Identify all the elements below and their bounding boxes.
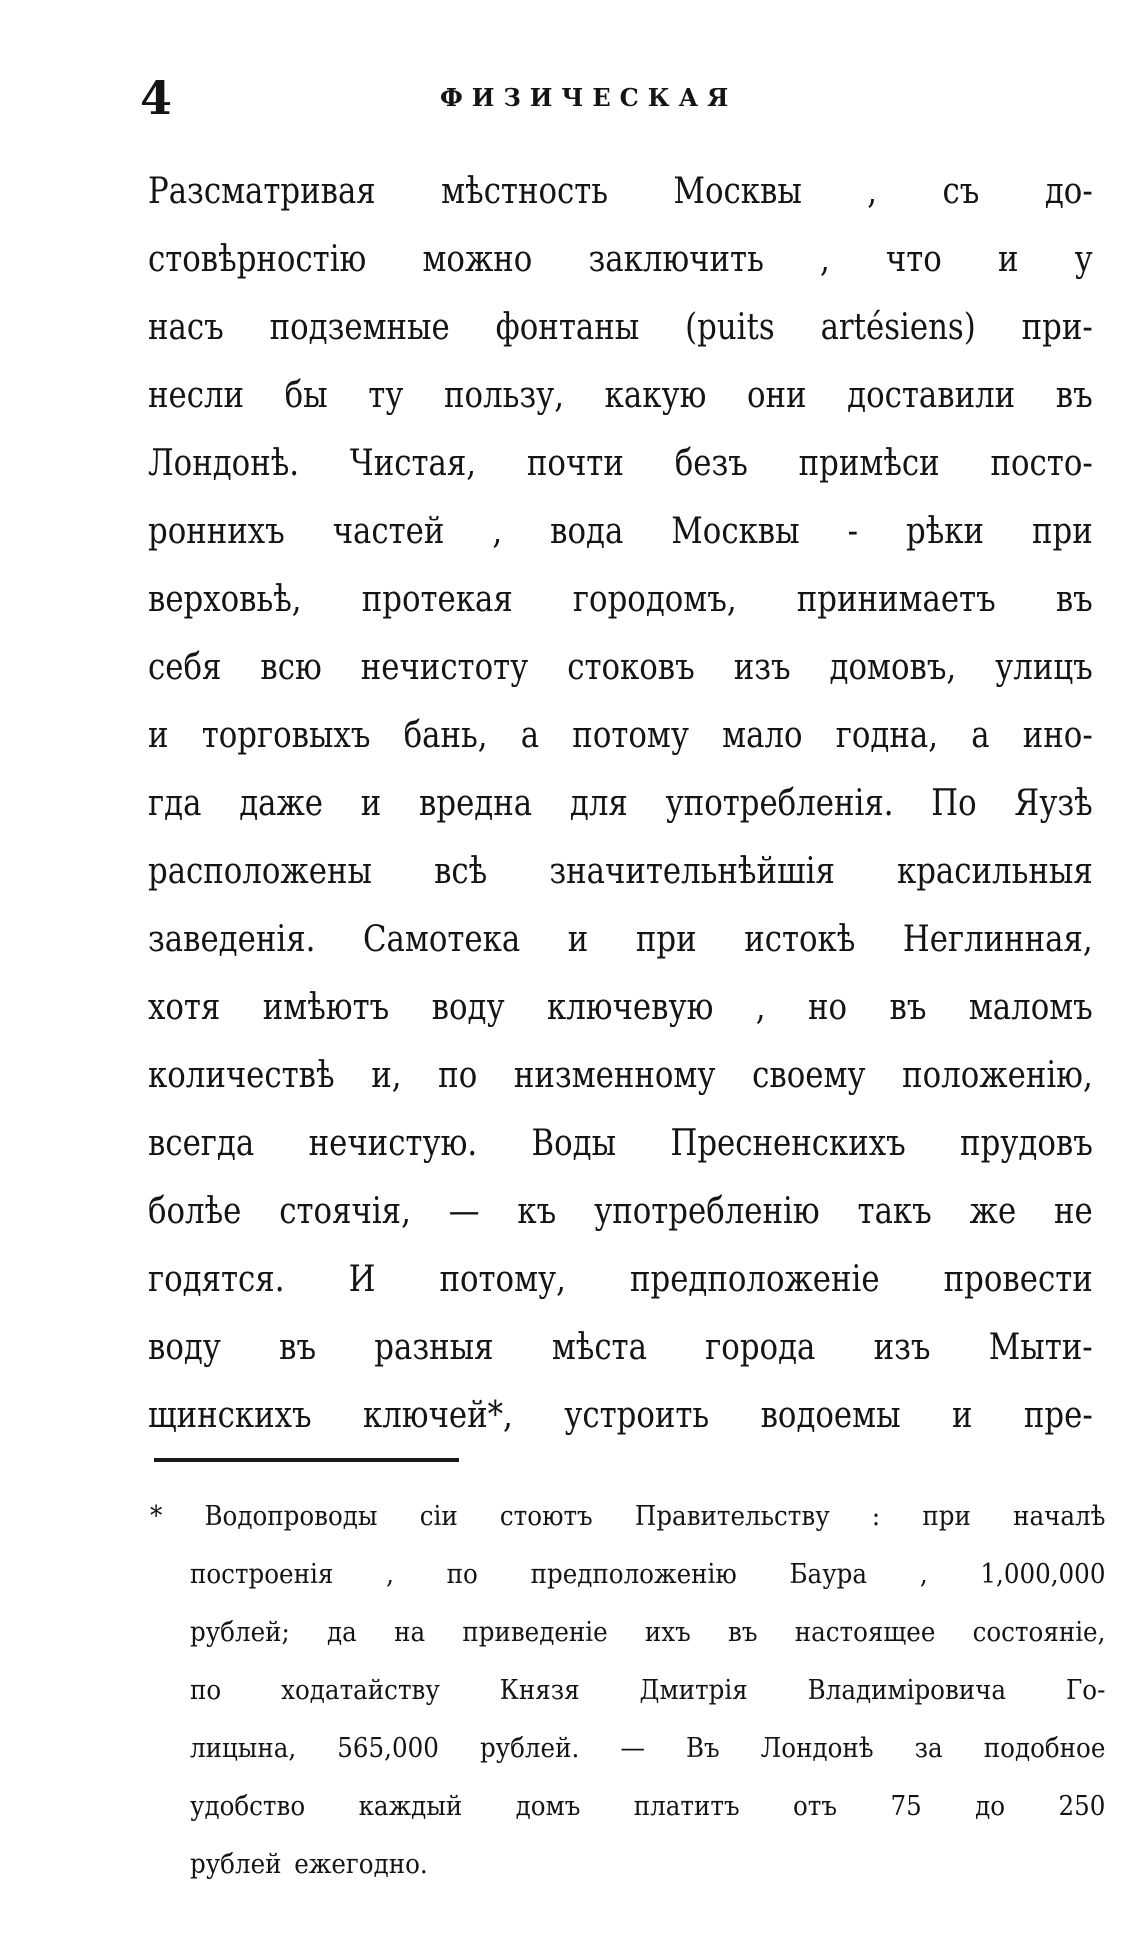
body-line: болѣе стоячія, — къ употребленію такъ же не bbox=[148, 1191, 1093, 1232]
body-line: насъ подземные фонтаны (puits artésiens) при- bbox=[148, 307, 1093, 348]
footnote-separator-rule bbox=[154, 1458, 459, 1462]
footnote-line: удобство каждый домъ платитъ отъ 75 до 250 bbox=[190, 1791, 1106, 1822]
body-line: роннихъ частей , вода Москвы - рѣки при bbox=[148, 511, 1093, 552]
body-line: щинскихъ ключей*, устроить водоемы и пре- bbox=[148, 1395, 1093, 1436]
body-line: расположены всѣ значительнѣйшія красильныя bbox=[148, 851, 1093, 892]
footnote-line: построенія , по предположенію Баура , 1,000,000 bbox=[190, 1559, 1106, 1590]
body-line: верховьѣ, протекая городомъ, принимаетъ въ bbox=[148, 579, 1093, 620]
body-line: Лондонѣ. Чистая, почти безъ примѣси посто- bbox=[148, 443, 1093, 484]
footnote bbox=[150, 1488, 1108, 1894]
page-number: 4 bbox=[140, 71, 173, 125]
body-line: гда даже и вредна для употребленія. По Яузѣ bbox=[148, 783, 1093, 824]
footnote-line: по ходатайству Князя Дмитрія Владиміровича Го- bbox=[190, 1675, 1106, 1706]
body-line: заведенія. Самотека и при истокѣ Неглинная, bbox=[148, 919, 1093, 960]
body-line: годятся. И потому, предположеніе провести bbox=[148, 1259, 1093, 1300]
footnote-line: лицына, 565,000 рублей. — Въ Лондонѣ за подобное bbox=[190, 1733, 1106, 1764]
body-line: воду въ разныя мѣста города изъ Мыти- bbox=[148, 1327, 1093, 1368]
body-line: всегда нечистую. Воды Пресненскихъ прудовъ bbox=[148, 1123, 1093, 1164]
body-line: стовѣрностію можно заключить , что и у bbox=[148, 239, 1093, 280]
body-line: себя всю нечистоту стоковъ изъ домовъ, улицъ bbox=[148, 647, 1093, 688]
body-line: хотя имѣютъ воду ключевую , но въ маломъ bbox=[148, 987, 1093, 1028]
footnote-line: * Водопроводы сіи стоютъ Правительству : при началѣ bbox=[150, 1501, 1106, 1532]
body-line: несли бы ту пользу, какую они доставили въ bbox=[148, 375, 1093, 416]
main-text bbox=[148, 158, 1100, 1450]
footnote-line: рублей ежегодно. bbox=[190, 1849, 428, 1880]
body-line: и торговыхъ бань, а потому мало годна, а ино- bbox=[148, 715, 1093, 756]
running-title: ФИЗИЧЕСКАЯ bbox=[440, 83, 738, 112]
body-line: количествѣ и, по низменному своему положенію, bbox=[148, 1055, 1093, 1096]
footnote-line: рублей; да на приведеніе ихъ въ настоящее состояніе, bbox=[190, 1617, 1106, 1648]
body-line: Разсматривая мѣстность Москвы , съ до- bbox=[148, 171, 1093, 212]
page-header bbox=[140, 68, 1020, 128]
